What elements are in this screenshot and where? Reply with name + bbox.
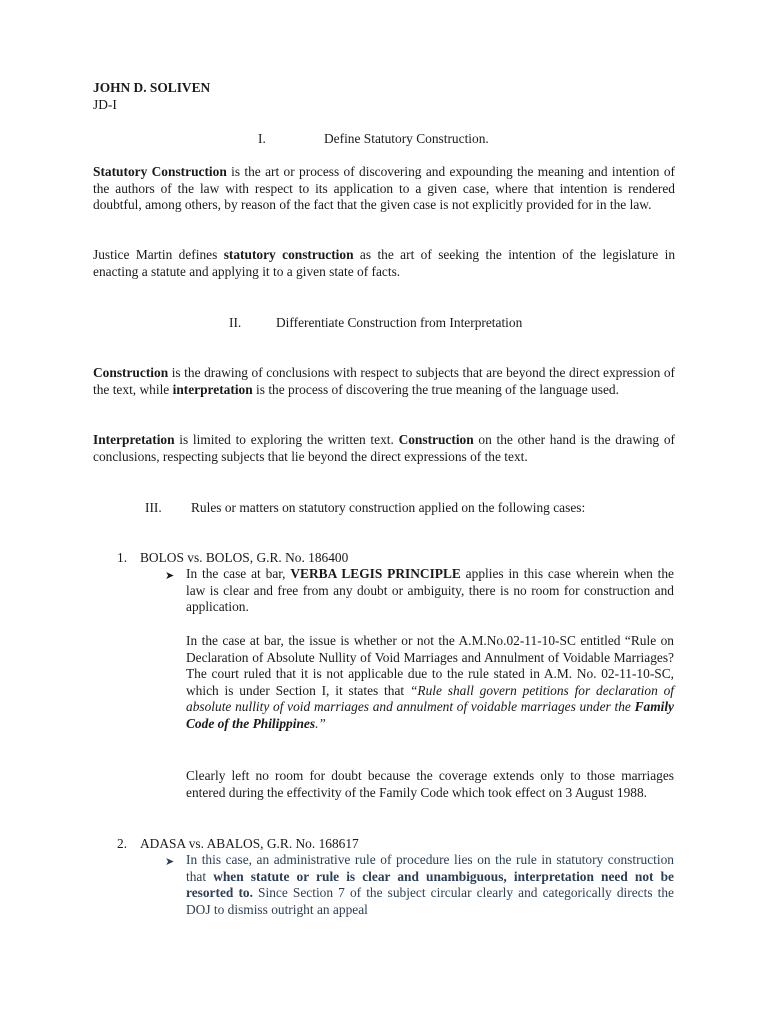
case-2-bullet-paragraph: In this case, an administrative rule of procedure lies on the rule in statutory construction that when statute or rule is clear and unambiguous, interpretation need not be resorted to. Since Section 7 of the subject circular clearly and categorically directs the DOJ to dismiss outright an appeal	[186, 852, 674, 917]
case-1-title: BOLOS vs. BOLOS, G.R. No. 186400	[140, 550, 349, 565]
section-1-paragraph-1: Statutory Construction is the art or process of discovering and expounding the meaning and intention of the authors of the law with respect to its application to a given case, where that intention is rendered doubtful, among others, by reason of the fact that the given case is not explicitly provided for in the law.	[93, 164, 675, 213]
case-1-bullet-paragraph: In the case at bar, VERBA LEGIS PRINCIPLE applies in this case wherein when the law is clear and free from any doubt or ambiguity, there is no room for construction and application.	[186, 566, 675, 615]
section-2-paragraph-2: Interpretation is limited to exploring the written text. Construction on the other hand is the drawing of conclusions, respecting subjects that lie beyond the direct expressions of the text.	[93, 432, 675, 464]
section-2-title: Differentiate Construction from Interpretation	[276, 315, 523, 330]
section-1-title: Define Statutory Construction.	[324, 131, 489, 146]
case-2-number: 2.	[117, 836, 128, 851]
case-1-number: 1.	[117, 550, 128, 565]
arrow-bullet-icon: ➤	[165, 855, 175, 868]
author-class: JD-I	[93, 97, 117, 112]
section-3-title: Rules or matters on statutory construction applied on the following cases:	[191, 500, 586, 515]
author-name: JOHN D. SOLIVEN	[93, 80, 211, 95]
section-1-numeral: I.	[258, 131, 266, 146]
case-2-title: ADASA vs. ABALOS, G.R. No. 168617	[140, 836, 359, 851]
case-1-paragraph-3: Clearly left no room for doubt because the coverage extends only to those marriages entered during the effectivity of the Family Code which took effect on 3 August 1988.	[186, 768, 674, 800]
section-1-paragraph-2: Justice Martin defines statutory construction as the art of seeking the intention of the legislature in enacting a statute and applying it to a given state of facts.	[93, 247, 676, 279]
section-2-numeral: II.	[229, 315, 242, 330]
section-2-paragraph-1: Construction is the drawing of conclusions with respect to subjects that are beyond the direct expression of the text, while interpretation is the process of discovering the true meaning of the language used.	[93, 365, 675, 397]
case-1-paragraph-2: In the case at bar, the issue is whether or not the A.M.No.02-11-10-SC entitled “Rule on Declaration of Absolute Nullity of Void Marriages and Annulment of Voidable Marriages? The court ruled that it is not applicable due to the rule stated in A.M. No. 02-11-10-SC, which is under Section I, it states that “Rule shall govern petitions for declaration of absolute nullity of void marriages and annulment of voidable marriages under the Family Code of the Philippines.”	[186, 633, 675, 731]
section-3-numeral: III.	[145, 500, 162, 515]
arrow-bullet-icon: ➤	[165, 569, 175, 582]
